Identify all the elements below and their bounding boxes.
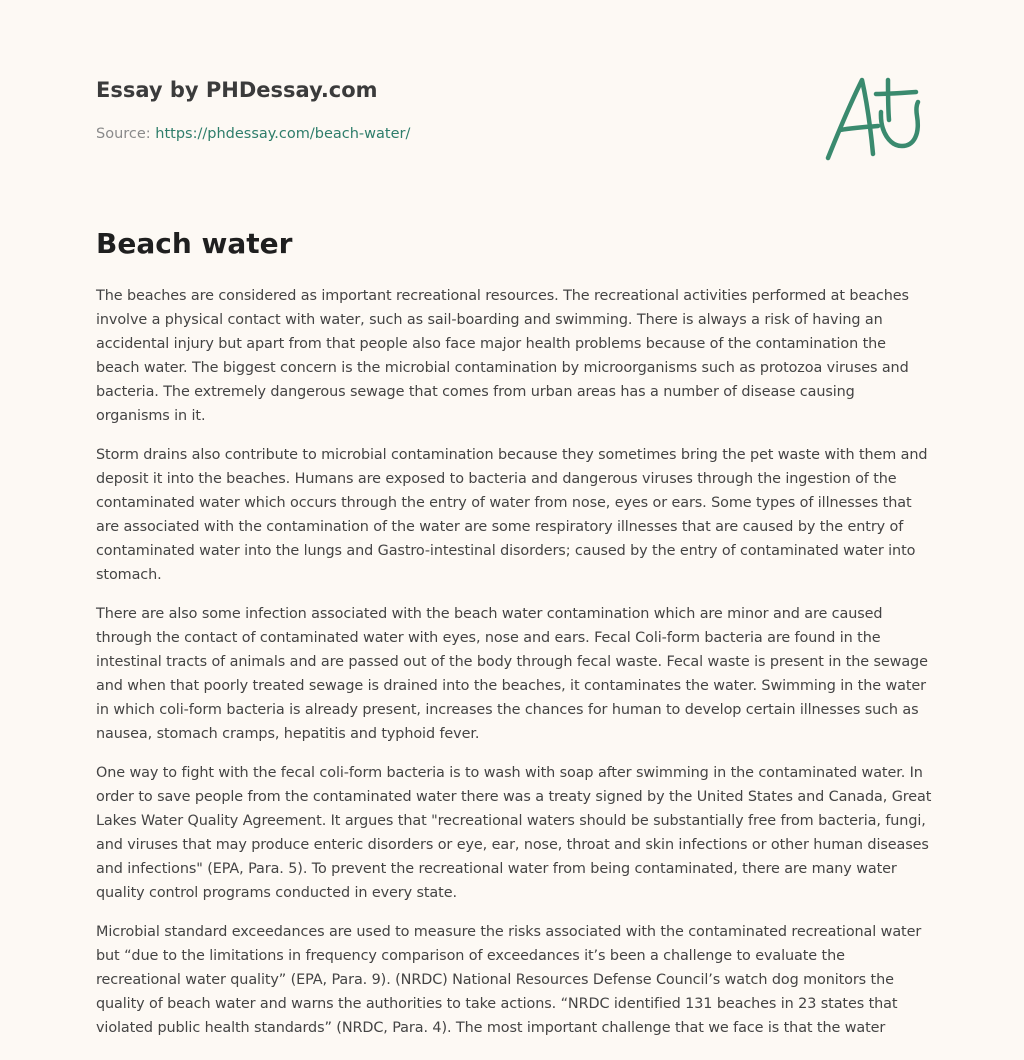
paragraph: There are also some infection associated with the beach water contamination which are minor and are caused through the contact of contaminated water with eyes, nose and ears. Fecal Coli-form bacteria are found in the intestinal tracts of animals and are passed out of the body through fecal waste. Fecal waste is present in the sewage and when that poorly treated sewage is drained into the beaches, it contaminates the water. Swimming in the water in which coli-form bacteria is already present, increases the chances for human to develop certain illnesses such as nausea, stomach cramps, hepatitis and typhoid fever. [96, 606, 928, 742]
paragraph: Storm drains also contribute to microbial contamination because they sometimes bring the pet waste with them and deposit it into the beaches. Humans are exposed to bacteria and dangerous viruses through the ingestion of the contaminated water which occurs through the entry of water from nose, eyes or ears. Some types of illnesses that are associated with the contamination of the water are some respiratory illnesses that are caused by the entry of contaminated water into the lungs and Gastro-intestinal disorders; caused by the entry of contaminated water into stomach. [96, 447, 928, 583]
source-label: Source: [96, 126, 151, 142]
document-header [96, 76, 928, 144]
source-line [96, 124, 928, 144]
brand-title: Essay by PHDessay.com [96, 78, 378, 102]
paragraph: One way to fight with the fecal coli-form bacteria is to wash with soap after swimming in the contaminated water. In order to save people from the contaminated water there was a treaty signed by the United States and Canada, Great Lakes Water Quality Agreement. It argues that "recreational waters should be substantially free from bacteria, fungi, and viruses that may produce enteric disorders or eye, ear, nose, throat and skin infections or other human diseases and infections" (EPA, Para. 5). To prevent the recreational water from being contaminated, there are many water quality control programs conducted in every state. [96, 765, 932, 901]
source-link[interactable]: https://phdessay.com/beach-water/ [155, 126, 411, 142]
a-plus-logo-icon [818, 64, 930, 168]
article-body [96, 284, 932, 1055]
paragraph: Microbial standard exceedances are used to measure the risks associated with the contaminated recreational water but “due to the limitations in frequency comparison of exceedances it’s been a challenge to evaluate the recreational water quality” (EPA, Para. 9). (NRDC) National Resources Defense Council’s watch dog monitors the quality of beach water and warns the authorities to take actions. “NRDC identified 131 beaches in 23 states that violated public health standards” (NRDC, Para. 4). The most important challenge that we face is that the water [96, 924, 922, 1036]
paragraph: The beaches are considered as important recreational resources. The recreational activities performed at beaches involve a physical contact with water, such as sail-boarding and swimming. There is always a risk of having an accidental injury but apart from that people also face major health problems because of the contamination the beach water. The biggest concern is the microbial contamination by microorganisms such as protozoa viruses and bacteria. The extremely dangerous sewage that comes from urban areas has a number of disease causing organisms in it. [96, 288, 909, 424]
article-title: Beach water [96, 227, 293, 260]
